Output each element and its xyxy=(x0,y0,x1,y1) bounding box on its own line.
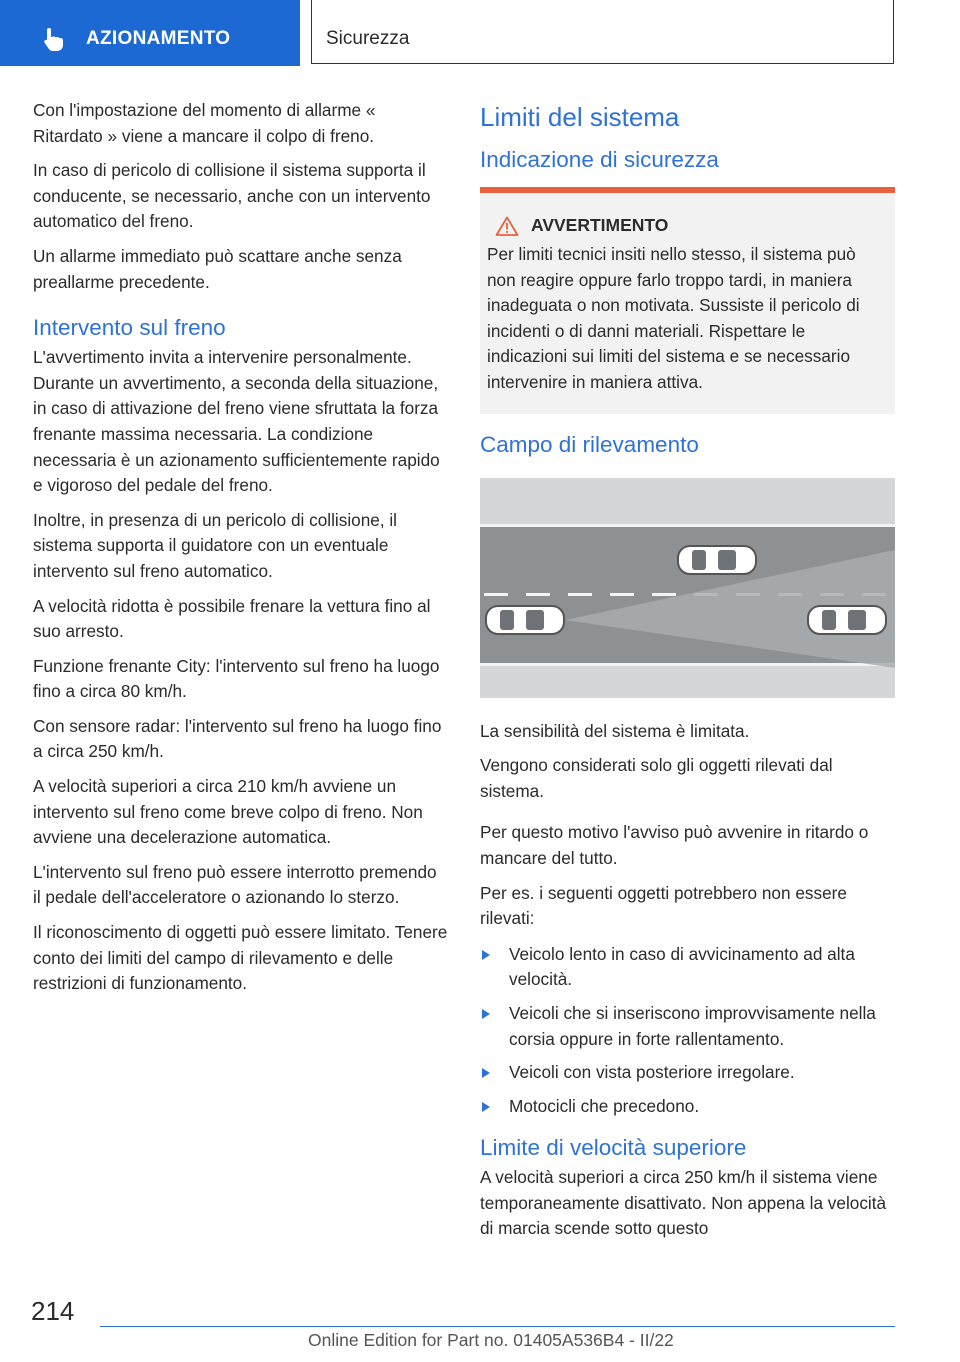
paragraph: Funzione frenante City: l'intervento sul freno ha luogo fino a circa 80 km/h. xyxy=(33,655,440,702)
left-column xyxy=(33,98,448,1006)
paragraph: A velocità superiori a circa 210 km/h avviene un intervento sul freno come breve colpo di freno. Non avviene una decelerazione automatica. xyxy=(33,776,423,848)
heading-velocita: Limite di velocità superiore xyxy=(480,1135,747,1161)
list-item: Motocicli che precedono. xyxy=(480,1094,895,1120)
hand-icon xyxy=(40,26,66,52)
heading-limiti: Limiti del sistema xyxy=(480,102,680,132)
section-tab xyxy=(0,0,300,66)
warning-text: Per limiti tecnici insiti nello stesso, il sistema può non reagire oppure farlo troppo tardi, in maniera inadeguata o non motivata. Sussiste il pericolo di incidenti o di danni materiali. Rispettare le indicazioni sui limiti del sistema e se necessario intervenire in maniera attiva. xyxy=(487,244,860,392)
warning-title-text: AVVERTIMENTO xyxy=(531,215,669,235)
section-title: AZIONAMENTO xyxy=(86,28,231,49)
paragraph: Il riconoscimento di oggetti può essere limitato. Tenere conto dei limiti del campo di rilevamento e delle restrizioni di funzionamento. xyxy=(33,922,448,994)
paragraph: La sensibilità del sistema è limitata. xyxy=(480,720,750,741)
page-number: 214 xyxy=(31,1296,75,1326)
breadcrumb-label: Sicurezza xyxy=(326,28,410,49)
right-column xyxy=(480,98,895,1251)
list-item: Veicoli con vista posteriore irregolare. xyxy=(480,1060,895,1086)
paragraph: L'intervento sul freno può essere interrotto premendo il pedale dell'acceleratore o azionando lo sterzo. xyxy=(33,861,437,908)
footer-edition: Online Edition for Part no. 01405A536B4 - II/22 xyxy=(308,1330,674,1350)
breadcrumb xyxy=(311,0,894,64)
heading-campo: Campo di rilevamento xyxy=(480,431,699,457)
car-front-icon xyxy=(678,546,756,574)
car-ahead-icon xyxy=(808,606,886,634)
paragraph: Un allarme immediato può scattare anche senza preallarme precedente. xyxy=(33,245,402,292)
paragraph: Per questo motivo l'avviso può avvenire in ritardo o mancare del tutto. xyxy=(480,822,869,868)
paragraph: A velocità superiori a circa 250 km/h il sistema viene temporaneamente disattivato. Non appena la velocità di marcia scende sotto questo xyxy=(480,1167,887,1239)
car-own-icon xyxy=(486,606,564,634)
warning-triangle-icon xyxy=(495,216,519,236)
warning-box xyxy=(480,187,895,414)
paragraph: L'avvertimento invita a intervenire personalmente. Durante un avvertimento, a seconda della situazione, in caso di attivazione del freno viene sfruttata la forza frenante massima necessaria. La condizione necessaria è un azionamento sufficientemente rapido e vigoroso del pedale del freno. xyxy=(33,347,440,496)
paragraph: Per es. i seguenti oggetti potrebbero non essere rilevati: xyxy=(480,882,847,929)
paragraph: Inoltre, in presenza di un pericolo di collisione, il sistema supporta il guidatore con un eventuale intervento sul freno automatico. xyxy=(33,509,398,581)
warning-title xyxy=(487,215,887,236)
heading-sicurezza: Indicazione di sicurezza xyxy=(480,147,719,172)
heading-intervento: Intervento sul freno xyxy=(33,315,226,341)
footer-divider xyxy=(100,1326,895,1327)
paragraph: In caso di pericolo di collisione il sistema supporta il conducente, se necessario, anche con un intervento automatico del freno. xyxy=(33,160,431,232)
list-item: Veicoli che si inseriscono improvvisamente nella corsia oppure in forte rallentamento. xyxy=(480,1001,895,1052)
paragraph: A velocità ridotta è possibile frenare la vettura fino al suo arresto. xyxy=(33,595,431,642)
paragraph: Con sensore radar: l'intervento sul freno ha luogo fino a circa 250 km/h. xyxy=(33,715,442,762)
paragraph: Con l'impostazione del momento di allarme « Ritardato » viene a mancare il colpo di freno. xyxy=(33,100,376,146)
list-item: Veicolo lento in caso di avvicinamento ad alta velocità. xyxy=(480,942,895,993)
paragraph: Vengono considerati solo gli oggetti rilevati dal sistema. xyxy=(480,755,833,801)
undetected-objects-list xyxy=(480,942,895,1120)
detection-range-illustration xyxy=(480,478,895,698)
